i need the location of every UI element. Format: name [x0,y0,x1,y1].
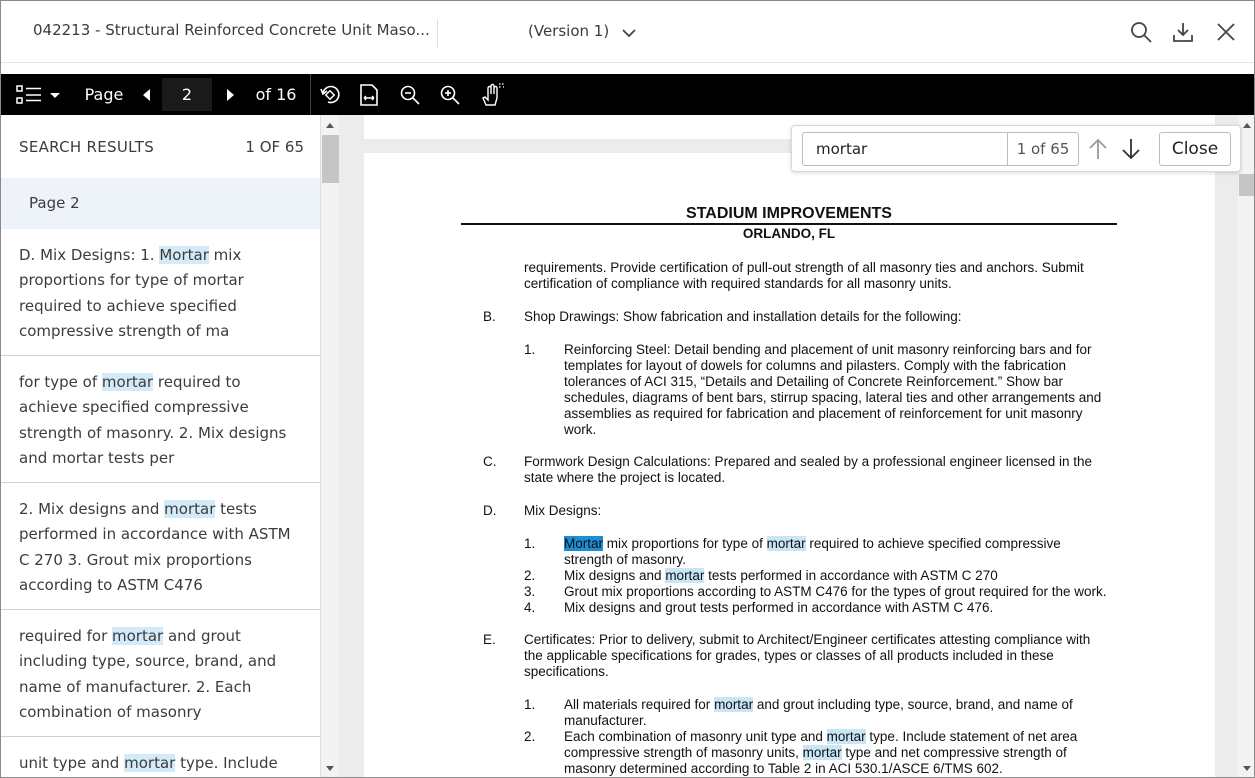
result-text: unit type and [19,754,125,772]
doc-line: the applicable specifications for grades, types or classes of all products included in these [524,648,1054,663]
scroll-up-icon[interactable] [325,121,335,129]
page-total-text: of 16 [255,85,297,104]
doc-item-letter: C. [483,454,497,469]
doc-text: Each combination of masonry unit type and [564,729,827,744]
search-result-item[interactable] [1,483,321,610]
close-icon[interactable] [1214,20,1238,44]
result-text: required for [19,627,113,645]
result-highlight: mortar [101,373,154,391]
result-text: required to achieve specified compressive strength of masonry. 2. Mix designs and mortar tests per [19,373,287,467]
page-label [83,74,125,115]
result-text: tests performed in accordance with ASTM C 270 3. Grout mix proportions according to ASTM C476 [19,500,291,594]
sidebar-scroll-thumb[interactable] [322,135,339,183]
doc-line: Shop Drawings: Show fabrication and installation details for the following: [524,309,962,324]
doc-title-rule [461,223,1117,225]
doc-item-number: 1. [524,536,536,551]
fit-width-icon [358,83,380,107]
chevron-down-icon[interactable] [620,24,638,42]
doc-item-number: 1. [524,697,536,712]
result-highlight: mortar [112,627,164,645]
page-label-text: Page [84,85,124,104]
doc-text: and grout including type, source, brand, and name of [753,697,1073,712]
caret-left-icon [140,88,152,102]
search-results-panel [1,115,321,778]
toolbar-separator [310,74,311,115]
doc-line: Mix Designs: [524,503,602,518]
doc-line: masonry determined according to Table 2 in ACI 530.1/ASCE 6/TMS 602. [564,761,1003,776]
doc-line: Certificates: Prior to delivery, submit to Architect/Engineer certificates attesting compliance with [524,632,1091,647]
search-result-item[interactable] [1,356,321,483]
previous-page-button[interactable] [133,74,159,115]
result-text: D. Mix Designs: 1. [19,246,160,264]
version-selector[interactable]: (Version 1) [528,22,610,40]
doc-text: Mix designs and [564,568,666,583]
result-highlight: Mortar [159,246,209,264]
doc-line [564,536,1061,552]
doc-line: Formwork Design Calculations: Prepared and sealed by a professional engineer licensed in the [524,454,1093,469]
scroll-down-icon[interactable] [325,765,335,773]
doc-text: type. Include statement of net area [865,729,1078,744]
doc-line: work. [564,422,597,437]
zoom-in-icon [439,84,461,106]
doc-line: Mix designs and grout tests performed in accordance with ASTM C 476. [564,600,994,615]
doc-line: strength of masonry. [564,552,687,567]
result-highlight: mortar [164,500,216,518]
viewer-scroll-thumb[interactable] [1239,174,1254,196]
find-match-count: 1 of 65 [1007,132,1079,166]
scroll-down-icon[interactable] [1242,765,1252,773]
doc-line: certification of compliance with required standards for all masonry units. [524,276,952,291]
doc-item-letter: B. [483,309,496,324]
zoom-out-button[interactable] [395,74,425,115]
result-text: type. Include [175,754,278,772]
list-view-icon [16,84,42,106]
search-match: mortar [802,745,842,760]
doc-item-number: 4. [524,600,536,615]
search-match: mortar [714,697,754,712]
sidebar-scrollbar[interactable] [321,115,339,778]
doc-text: mix proportions for type of [603,536,767,551]
doc-text: type and net compressive strength of [841,745,1067,760]
doc-text: compressive strength of masonry units, [564,745,803,760]
rotate-button[interactable] [315,74,345,115]
doc-line [564,729,1077,745]
current-match: Mortar [564,536,604,551]
document-title: 042213 - Structural Reinforced Concrete Unit Maso... [33,21,430,39]
search-icon[interactable] [1129,20,1153,44]
find-close-button[interactable]: Close [1159,132,1231,166]
result-highlight: mortar [124,754,176,772]
doc-item-number: 3. [524,584,536,599]
doc-line: assemblies as required for fabrication and placement of reinforcement for unit masonry [564,406,1083,421]
pan-tool-button[interactable] [476,74,508,115]
doc-line: requirements. Provide certification of pull-out strength of all masonry ties and anchors. Submit [524,260,1084,275]
doc-line: schedules, diagrams of bent bars, stirrup spacing, lateral ties and other arrangements and [564,390,1102,405]
viewer-toolbar [1,74,1255,115]
doc-item-letter: E. [483,632,496,647]
doc-item-number: 1. [524,342,536,357]
view-mode-menu[interactable] [13,74,65,115]
doc-line: Reinforcing Steel: Detail bending and placement of unit masonry reinforcing bars and for [564,342,1092,357]
search-result-item[interactable] [1,610,321,737]
doc-text: required to achieve specified compressive [805,536,1061,551]
doc-item-number: 2. [524,568,536,583]
result-text: and grout including type, source, brand, and name of manufacturer. 2. Each combination of masonry [19,627,277,721]
arrow-up-icon[interactable] [1086,136,1110,162]
arrow-down-icon[interactable] [1119,136,1143,162]
results-page-group[interactable] [1,178,321,229]
page-total [253,74,299,115]
doc-text: All materials required for [564,697,715,712]
search-result-item[interactable] [1,229,321,356]
header-divider [437,19,438,47]
search-match: mortar [665,568,705,583]
doc-text: tests performed in accordance with ASTM C 270 [704,568,998,583]
caret-down-icon [48,90,62,100]
search-results-header [1,115,321,178]
result-text: mix proportions for type of mortar required to achieve specified compressive strength of ma [19,246,244,340]
doc-line [564,697,1073,713]
doc-line: tolerances of ACI 315, “Details and Detailing of Concrete Reinforcement.” Show bar [564,374,1064,389]
rotate-icon [319,84,341,106]
doc-line: specifications. [524,664,609,679]
doc-line: templates for layout of dowels for columns and pilasters. Comply with the fabrication [564,358,1066,373]
result-text: 2. Mix designs and [19,500,165,518]
header-bar [1,1,1255,63]
next-page-button[interactable] [218,74,244,115]
result-text: for type of [19,373,102,391]
download-icon[interactable] [1171,20,1195,44]
caret-right-icon [225,88,237,102]
doc-line [564,745,1067,761]
doc-line: Grout mix proportions according to ASTM C476 for the types of grout required for the work. [564,584,1107,599]
doc-line: state where the project is located. [524,470,726,485]
results-page-label: Page 2 [29,194,80,212]
search-result-item[interactable] [1,737,321,778]
find-bar [791,125,1241,172]
doc-line [564,568,998,584]
find-input[interactable]: mortar [802,132,1007,166]
viewer-scrollbar[interactable] [1238,115,1255,778]
doc-line: manufacturer. [564,713,647,728]
fit-width-button[interactable] [354,74,384,115]
hand-icon [479,83,505,107]
zoom-out-icon [399,84,421,106]
search-match: mortar [826,729,866,744]
doc-item-letter: D. [483,503,497,518]
zoom-in-button[interactable] [435,74,465,115]
page-number-input[interactable]: 2 [162,78,212,111]
doc-subtitle: ORLANDO, FL [742,226,836,241]
doc-item-number: 2. [524,729,536,744]
search-results-title: SEARCH RESULTS [19,138,155,156]
doc-title: STADIUM IMPROVEMENTS [686,205,892,222]
search-results-count: 1 OF 65 [245,138,304,156]
search-match: mortar [766,536,806,551]
scroll-up-icon[interactable] [1242,121,1252,129]
